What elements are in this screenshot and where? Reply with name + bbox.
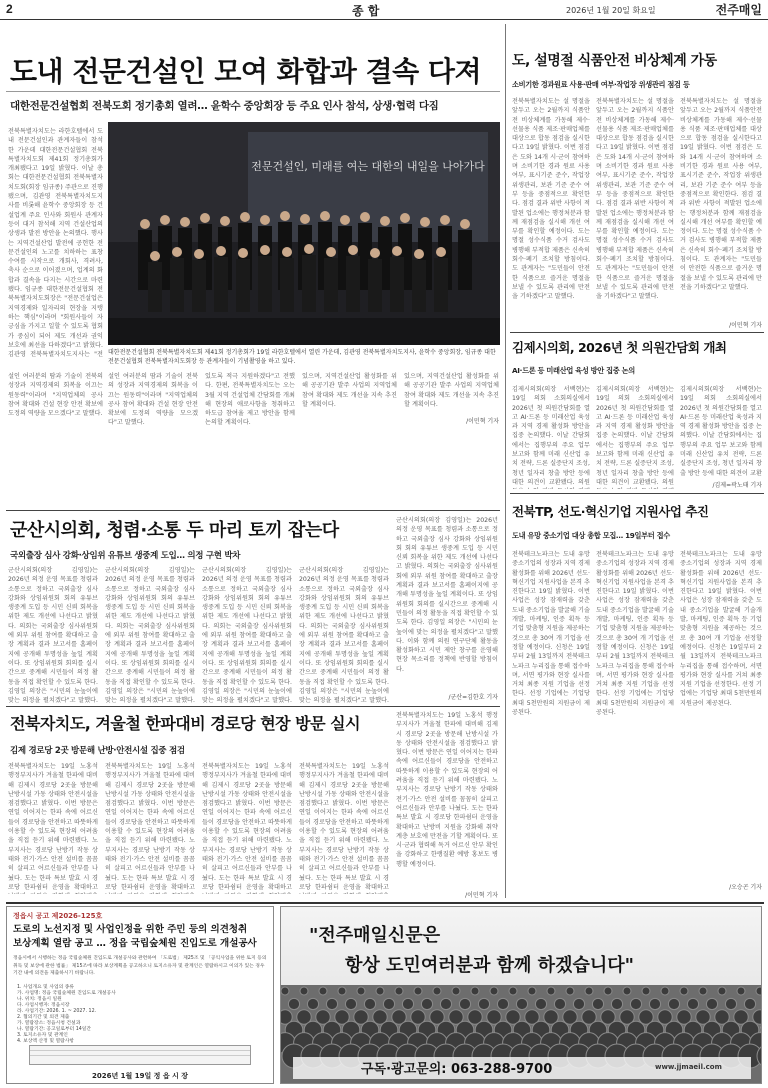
lead-body-col4: 있으며, 지역건설산업 활성화를 위해 공공기관 발주 사업의 지역업체 참여 확대와 제도 개선을 지속 추진할 계획이다. — [302, 373, 397, 408]
startup-byline: /오승곤 기자 — [729, 884, 762, 891]
startup-body-col2: 전북테크노파크는 도내 유망 중소기업의 성장과 지역 경제 활성화를 위해 2026년 선도·혁신기업 지원사업을 본격 추진한다고 19일 밝혔다. 이번 사업은 성장 잠재력을 갖춘 도내 중소기업을 발굴해 기술개발, 마케팅, 인증 획득 등 기업 맞춤형 지원을 제공하는 것으로 총 30여 개 기업을 선정할 예정이다. 신청은 19일부터 2월 13일까지 전북테크노파크 누리집을 통해 접수하며, 서면 평가와 현장 실사를 거쳐 최종 지원 기업을 선정한다. 선정 기업에는 기업당 최대 5천만원의 지원금이 제공된다. — [596, 551, 674, 717]
sunflower-head — [592, 998, 603, 1009]
sunflower-head — [319, 987, 327, 995]
notice-table — [29, 1045, 251, 1065]
sunflower-head — [725, 998, 736, 1009]
page-number: 2 — [6, 2, 13, 16]
lead-body-col5: 있으며, 지역건설산업 활성화를 위해 공공기관 발주 사업의 지역업체 참여 확대와 제도 개선을 지속 추진할 계획이다. — [404, 373, 499, 408]
gimje-headline: 김제시의회, 2026년 첫 의원간담회 개최 — [512, 340, 727, 355]
sunflower-head — [611, 998, 622, 1009]
notice-item: 가. 열람장소: 정읍시청 건설과 — [17, 1021, 81, 1026]
notice-item: 가. 사업명: 정읍 국립숲체원 진입도로 개설공사 — [17, 991, 116, 996]
sunflower-head — [573, 998, 584, 1009]
sunflower-head — [630, 998, 641, 1009]
winter-body-col2: 전북특별자치도는 19일 노홍석 행정부지사가 겨울철 한파에 대비해 김제시 경로당 2곳을 방문해 난방시설 가동 상태와 안전시설을 점검했다고 밝혔다. 이번 방문은 연일 이어지는 한파 속에 어르신들이 경로당을 안전하고 따뜻하게 이용할 수 있도록 현장의 어려움을 직접 듣기 위해 마련됐다. 노 부지사는 경로당 난방기 작동 상태와 전기·가스 안전 설비를 꼼꼼히 살피고 어르신들과 안부를 나눴다. 도는 한파 특보 발효 시 경로당 한파쉼터 운영을 확대하고 — [105, 763, 195, 891]
page-header — [0, 0, 768, 20]
startup-body-col3: 전북테크노파크는 도내 유망 중소기업의 성장과 지역 경제 활성화를 위해 2026년 선도·혁신기업 지원사업을 본격 추진한다고 19일 밝혔다. 이번 사업은 성장 잠재력을 갖춘 도내 중소기업을 발굴해 기술개발, 마케팅, 인증 획득 등 기업 맞춤형 지원을 제공하는 것으로 총 30여 개 기업을 선정할 예정이다. 신청은 19일부터 2월 13일까지 전북테크노파크 누리집을 통해 접수하며, 서면 평가와 현장 실사를 거쳐 최종 지원 기업을 선정한다. 선정 기업에는 기업당 최대 5천만원의 지원금이 제공된다. — [680, 551, 762, 707]
food-safety-headline: 도, 설명절 식품안전 비상체계 가동 — [512, 53, 717, 69]
gunsan-headline: 군산시의회, 청렴·소통 두 마리 토끼 잡는다 — [10, 520, 339, 541]
sunflower-head — [345, 998, 356, 1009]
divider — [6, 902, 764, 904]
gunsan-subhead: 국외출장 심사 강화·상임위 유튜브 생중계 도입… 의정 구현 박차 — [10, 551, 241, 561]
sunflower-head — [383, 998, 394, 1009]
sunflower-head — [718, 987, 726, 995]
gunsan-body-col4: 군산시의회(의장 김영일)는 2026년 의정 운영 목표를 청렴과 소통으로 정하고 국외출장 심사 강화와 상임위원회 회의 유튜브 생중계 도입 등 시민 신뢰 회복을 위한 제도 개선에 나선다고 밝혔다. 의회는 국외출장 심사위원회에 외부 위원 참여를 확대하고 출장 계획과 결과 보고서를 홈페이지에 공개해 투명성을 높일 계획이다. 또 상임위원회 회의를 실시간으로 중계해 시민들이 의정 활동을 직접 확인할 수 있도록 한다. 김영일 의장은 "시민의 눈높이에 맞는 의정을 펼치겠다"고 말했다. — [299, 567, 389, 704]
gimje-byline: /김제=곽노태 기자 — [712, 482, 762, 489]
sunflower-head — [566, 987, 574, 995]
sunflower-head — [497, 998, 508, 1009]
sunflower-head — [452, 987, 460, 995]
sunflower-head — [649, 998, 660, 1009]
divider — [510, 332, 764, 333]
notice-title: 도로의 노선지정 및 사업인정을 위한 주민 등의 의견청취 보상계획 열람 공고 … 정읍 국립숲체원 진입도로 개설공사 — [13, 924, 257, 949]
lead-body-col3: 있도록 적극 지원하겠다"고 전했다. 한편, 전북특별자치도는 오는 3월 지역 건설업체 간담회를 개최해 현장의 애로사항을 청취하고 하도급 참여율 제고 방안을 함께 논의할 계획이다. — [205, 373, 295, 427]
notice-item: 다. 사업시행자: 정읍시장 — [17, 1003, 70, 1008]
sunflower-head — [402, 998, 413, 1009]
lead-body-col1b: 설인 여러분의 땀과 기술이 전북의 성장과 지역경제의 회복을 이끄는 원동력"이라며 "지역업체의 공사 참여 확대와 건설 현장 안전 확보에 도정의 역량을 모으겠다"고 말했다. — [8, 373, 103, 418]
divider — [510, 493, 764, 494]
notice-item: 3. 토지소유자 및 관계인 — [17, 1033, 68, 1038]
divider — [6, 91, 500, 92]
sunflower-head — [338, 987, 346, 995]
sunflower-head — [585, 987, 593, 995]
group-photo-illustration — [108, 122, 500, 345]
food-safety-byline: /이민혁 기자 — [729, 322, 762, 329]
sunflower-head — [471, 987, 479, 995]
sunflower-head — [364, 998, 375, 1009]
sunflower-head — [281, 987, 289, 995]
sunflower-head — [623, 987, 631, 995]
gunsan-body-col5: 군산시의회(의장 김영일)는 2026년 의정 운영 목표를 청렴과 소통으로 정하고 국외출장 심사 강화와 상임위원회 회의 유튜브 생중계 도입 등 시민 신뢰 회복을 위한 제도 개선에 나선다고 밝혔다. 의회는 국외출장 심사위원회에 외부 위원 참여를 확대하고 출장 계획과 결과 보고서를 홈페이지에 공개해 투명성을 높일 계획이다. 또 상임위원회 회의를 실시간으로 중계해 시민들이 의정 활동을 직접 확인할 수 있도록 한다. 김영일 의장은 "시민의 눈높이에 맞는 의정을 펼치겠다"고 말했다. 이와 함께 의원 연구단체 활동을 활성화하고 시민 제안 창구를 운영해 현장 목소리를 정책에 반영할 방침이다. — [396, 517, 498, 673]
divider — [6, 510, 500, 511]
sunflower-head — [604, 987, 612, 995]
winter-body-col3: 전북특별자치도는 19일 노홍석 행정부지사가 겨울철 한파에 대비해 김제시 경로당 2곳을 방문해 난방시설 가동 상태와 안전시설을 점검했다고 밝혔다. 이번 방문은 연일 이어지는 한파 속에 어르신들이 경로당을 안전하고 따뜻하게 이용할 수 있도록 현장의 어려움을 직접 듣기 위해 마련됐다. 노 부지사는 경로당 난방기 작동 상태와 전기·가스 안전 설비를 꼼꼼히 살피고 어르신들과 안부를 나눴다. 도는 한파 특보 발효 시 경로당 한파쉼터 운영을 확대하고 — [202, 763, 292, 891]
sunflower-head — [737, 987, 745, 995]
sunflower-head — [706, 998, 717, 1009]
sunflower-head — [459, 998, 470, 1009]
sunflower-head — [307, 998, 318, 1009]
sunflower-head — [744, 998, 755, 1009]
sunflower-head — [478, 998, 489, 1009]
startup-headline: 전북TP, 선도·혁신기업 지원사업 추진 — [512, 504, 709, 519]
sunflower-head — [554, 998, 565, 1009]
ad-phone: 구독·광고문의: 063-288-9700 — [361, 1062, 553, 1077]
notice-intro: 정읍시에서 시행하는 정읍 국립숲체원 진입도로 개설공사와 관련하여 「도로법」 제25조 및 「공익사업을 위한 토지 등의 취득 및 보상에 관한 법률」 제15조에 따라 보상계획을 공고하오니 토지소유자 및 관계인은 열람하시고 이의가 있는 경우 기간 내에 의견을 제출하시기 바랍니다. — [13, 956, 267, 976]
ad-url: www.jjmaeil.com — [655, 1063, 722, 1071]
sunflower-head — [642, 987, 650, 995]
sunflower-head — [326, 998, 337, 1009]
sunflower-head — [535, 998, 546, 1009]
divider — [6, 706, 500, 707]
sunflower-head — [490, 987, 498, 995]
sunflower-head — [440, 998, 451, 1009]
notice-items — [17, 985, 267, 1045]
sunflower-head — [433, 987, 441, 995]
gunsan-body-col2: 군산시의회(의장 김영일)는 2026년 의정 운영 목표를 청렴과 소통으로 정하고 국외출장 심사 강화와 상임위원회 회의 유튜브 생중계 도입 등 시민 신뢰 회복을 위한 제도 개선에 나선다고 밝혔다. 의회는 국외출장 심사위원회에 외부 위원 참여를 확대하고 출장 계획과 결과 보고서를 홈페이지에 공개해 투명성을 높일 계획이다. 또 상임위원회 회의를 실시간으로 중계해 시민들이 의정 활동을 직접 확인할 수 있도록 한다. 김영일 의장은 "시민의 눈높이에 맞는 의정을 펼치겠다"고 말했다. — [105, 567, 195, 704]
sunflower-head — [509, 987, 517, 995]
lead-headline: 도내 전문건설인 모여 화합과 결속 다져 — [10, 55, 482, 88]
newspaper-brand: 전주매일 — [715, 3, 762, 17]
gunsan-byline: /군산=김한호 기자 — [448, 694, 498, 701]
gimje-body-col2: 김제시의회(의장 서백현)는 19일 의회 소회의실에서 2026년 첫 의원간담회를 열고 AI·드론 등 미래산업 육성과 지역 경제 활성화 방안을 집중 논의했다. 이날 간담회에서는 집행부의 주요 업무 보고와 함께 미래 신산업 유치 전략, 드론 실증단지 조성, 청년 일자리 창출 방안 등에 대한 의견이 교환됐다. 의원 — [596, 386, 674, 486]
lead-photo — [108, 122, 500, 345]
sunflower-head — [516, 998, 527, 1009]
notice-item: 2. 협의기간 및 의견 제출 — [17, 1015, 70, 1020]
ad-slogan-line1: "전주매일신문은 — [309, 925, 441, 946]
photo-banner-text: 전문건설인, 미래를 여는 대한의 내일을 나아가다 — [251, 160, 485, 173]
lead-photo-caption: 대한전문건설협회 전북특별자치도회 제41회 정기총회가 19일 라한호텔에서 열린 가운데, 김관영 전북특별자치도지사, 윤학수 중앙회장, 임규종 대한전문건설협회 전북특별자치도회장 등 관계자들이 기념촬영을 하고 있다. — [108, 349, 496, 365]
sunflower-head — [421, 998, 432, 1009]
lead-byline: /이민혁 기자 — [466, 418, 499, 425]
notice-item: 1. 사업개요 및 사업의 종류 — [17, 985, 75, 990]
sunflower-head — [288, 998, 299, 1009]
winter-headline: 전북자치도, 겨울철 한파대비 경로당 현장 방문 실시 — [10, 714, 361, 733]
sunflower-ad — [280, 906, 762, 1084]
ad-slogan-line2: 항상 도민여러분과 함께 하겠습니다" — [345, 955, 634, 976]
sunflower-head — [699, 987, 707, 995]
gunsan-body-col3: 군산시의회(의장 김영일)는 2026년 의정 운영 목표를 청렴과 소통으로 정하고 국외출장 심사 강화와 상임위원회 회의 유튜브 생중계 도입 등 시민 신뢰 회복을 위한 제도 개선에 나선다고 밝혔다. 의회는 국외출장 심사위원회에 외부 위원 참여를 확대하고 출장 계획과 결과 보고서를 홈페이지에 공개해 투명성을 높일 계획이다. 또 상임위원회 회의를 실시간으로 중계해 시민들이 의정 활동을 직접 확인할 수 있도록 한다. 김영일 의장은 "시민의 눈높이에 맞는 의정을 펼치겠다"고 말했다. — [202, 567, 292, 704]
gimje-body-col1: 김제시의회(의장 서백현)는 19일 의회 소회의실에서 2026년 첫 의원간담회를 열고 AI·드론 등 미래산업 육성과 지역 경제 활성화 방안을 집중 논의했다. 이날 간담회에서는 집행부의 주요 업무 보고와 함께 미래 신산업 유치 전략, 드론 실증단지 조성, 청년 일자리 창출 방안 등에 대한 의견이 교환됐다. 의원 — [512, 386, 590, 486]
food-safety-body-col1: 전북특별자치도는 설 명절을 앞두고 오는 2월까지 식품안전 비상체계를 가동해 제수·선물용 식품 제조·판매업체를 대상으로 합동 점검을 실시한다고 19일 밝혔다. 이번 점검은 도와 14개 시·군이 참여하며 소비기한 경과 원료 사용 여부, 표시기준 준수, 작업장 위생관리, 보관 기준 준수 여부 등을 중점적으로 확인한다. 점검 결과 위반 사항이 적발된 업소에는 행정처분과 함께 재점검을 실시해 개선 여부를 확인할 예정이다. 도는 명절 성수식품 수거 검사도 병행해 부적합 제품은 신속히 회수·폐기 조치할 방침이다. 도 관계자는 "도민들이 안전한 식품으로 즐거운 명절을 보낼 수 있도록 관리에 만전을 기하겠다"고 말했다. — [512, 98, 590, 301]
sunflower-head — [547, 987, 555, 995]
sunflower-head — [680, 987, 688, 995]
public-notice — [6, 906, 274, 1084]
sunflower-head — [300, 987, 308, 995]
lead-body-col2: 설인 여러분의 땀과 기술이 전북의 성장과 지역경제의 회복을 이끄는 원동력"이라며 "지역업체의 공사 참여 확대와 건설 현장 안전 확보에 도정의 역량을 모으겠다"고 말했다. — [108, 373, 198, 427]
column-divider — [505, 24, 506, 898]
sunflower-head — [687, 998, 698, 1009]
winter-body-col1: 전북특별자치도는 19일 노홍석 행정부지사가 겨울철 한파에 대비해 김제시 경로당 2곳을 방문해 난방시설 가동 상태와 안전시설을 점검했다고 밝혔다. 이번 방문은 연일 이어지는 한파 속에 어르신들이 경로당을 안전하고 따뜻하게 이용할 수 있도록 현장의 어려움을 직접 듣기 위해 마련됐다. 노 부지사는 경로당 난방기 작동 상태와 전기·가스 안전 설비를 꼼꼼히 살피고 어르신들과 안부를 나눴다. 도는 한파 특보 발효 시 경로당 한파쉼터 운영을 확대하고 — [8, 763, 98, 891]
notice-item: 나. 열람기간: 공고일로부터 14일간 — [17, 1027, 92, 1032]
notice-item: 라. 사업기간: 2026. 1. ~ 2027. 12. — [17, 1009, 97, 1014]
issue-date: 2026년 1월 20일 화요일 — [566, 6, 656, 15]
notice-footer: 2026년 1월 19일 정 읍 시 장 — [91, 1072, 189, 1080]
sunflower-head — [395, 987, 403, 995]
sunflower-head — [661, 987, 669, 995]
sunflower-head — [668, 998, 679, 1009]
winter-byline: /이민혁 기자 — [465, 892, 498, 899]
notice-item: 나. 위치: 정읍시 일원 — [17, 997, 62, 1002]
gimje-body-col3: 김제시의회(의장 서백현)는 19일 의회 소회의실에서 2026년 첫 의원간담회를 열고 AI·드론 등 미래산업 육성과 지역 경제 활성화 방안을 집중 논의했다. 이날 간담회에서는 집행부의 주요 업무 보고와 함께 미래 신산업 유치 전략, 드론 실증단지 조성, 청년 일자리 창출 방안 등에 대한 의견이 교환 — [680, 386, 762, 477]
sunflower-head — [376, 987, 384, 995]
startup-body-col1: 전북테크노파크는 도내 유망 중소기업의 성장과 지역 경제 활성화를 위해 2026년 선도·혁신기업 지원사업을 본격 추진한다고 19일 밝혔다. 이번 사업은 성장 잠재력을 갖춘 도내 중소기업을 발굴해 기술개발, 마케팅, 인증 획득 등 기업 맞춤형 지원을 제공하는 것으로 총 30여 개 기업을 선정할 예정이다. 신청은 19일부터 2월 13일까지 전북테크노파크 누리집을 통해 접수하며, 서면 평가와 현장 실사를 거쳐 최종 지원 기업을 선정한다. 선정 기업에는 기업당 최대 5천만원의 지원금이 제공된다. — [512, 551, 590, 717]
lead-subhead: 대한전문건설협회 전북도회 정기총회 열려… 윤학수 중앙회장 등 주요 인사 참석, 상생·협력 다짐 — [10, 100, 439, 112]
section-name: 종 합 — [352, 4, 380, 18]
winter-body-col4: 전북특별자치도는 19일 노홍석 행정부지사가 겨울철 한파에 대비해 김제시 경로당 2곳을 방문해 난방시설 가동 상태와 안전시설을 점검했다고 밝혔다. 이번 방문은 연일 이어지는 한파 속에 어르신들이 경로당을 안전하고 따뜻하게 이용할 수 있도록 현장의 어려움을 직접 듣기 위해 마련됐다. 노 부지사는 경로당 난방기 작동 상태와 전기·가스 안전 설비를 꼼꼼히 살피고 어르신들과 안부를 나눴다. 도는 한파 특보 발효 시 경로당 한파쉼터 운영을 확대하고 — [299, 763, 389, 891]
sunflower-head — [756, 987, 762, 995]
notice-item: 4. 보상액 산정 및 열람사항 — [17, 1039, 75, 1044]
gunsan-body-col1: 군산시의회(의장 김영일)는 2026년 의정 운영 목표를 청렴과 소통으로 정하고 국외출장 심사 강화와 상임위원회 회의 유튜브 생중계 도입 등 시민 신뢰 회복을 위한 제도 개선에 나선다고 밝혔다. 의회는 국외출장 심사위원회에 외부 위원 참여를 확대하고 출장 계획과 결과 보고서를 홈페이지에 공개해 투명성을 높일 계획이다. 또 상임위원회 회의를 실시간으로 중계해 시민들이 의정 활동을 직접 확인할 수 있도록 한다. 김영일 의장은 "시민의 눈높이에 맞는 의정을 펼치겠다"고 말했다. — [8, 567, 98, 704]
gimje-subhead: AI·드론 등 미래산업 육성 방안 집중 논의 — [512, 366, 635, 375]
winter-body-col5: 전북특별자치도는 19일 노홍석 행정부지사가 겨울철 한파에 대비해 김제시 경로당 2곳을 방문해 난방시설 가동 상태와 안전시설을 점검했다고 밝혔다. 이번 방문은 연일 이어지는 한파 속에 어르신들이 경로당을 안전하고 따뜻하게 이용할 수 있도록 현장의 어려움을 직접 듣기 위해 마련됐다. 노 부지사는 경로당 난방기 작동 상태와 전기·가스 안전 설비를 꼼꼼히 살피고 어르신들과 안부를 나눴다. 도는 한파 특보 발효 시 경로당 한파쉼터 운영을 확대하고 난방비 지원을 강화해 취약계층 보호에 만전을 기할 계획이다. 또 시·군과 협력해 독거 어르신 안부 확인을 강화하고 한랭질환 예방 홍보도 병행할 예정이다. — [396, 712, 498, 868]
notice-number: 정읍시 공고 제2026-125호 — [13, 912, 103, 920]
food-safety-subhead: 소비기한 경과원료 사용·판매 여부·작업장 위생관리 점검 등 — [512, 80, 690, 89]
lead-body-col1: 전북특별자치도는 라한호텔에서 도내 전문건설인과 관계자들이 참석한 가운데 대한전문건설협회 전북특별자치도회 제41회 정기총회가 개최됐다고 19일 밝혔다. 이날 총회는 대한전문건설협회 전북특별자치도회(회장 임규종) 주관으로 진행됐으며, 김관영 전북특별자치도지사를 비롯해 윤학수 중앙회장 등 건설업계 주요 인사와 회원사 관계자 등이 대거 참석해 지역 건설산업의 상생과 발전 방안을 논의했다. 행사는 지역건설산업 발전에 공헌한 전문건설인의 노고를 치하하는 표창 수여를 시작으로 개회사, 격려사, 축사 순으로 이어졌으며, 업계의 화합과 결속을 다지는 시간으로 마련됐다. 임규종 대한전문건설협회 전북특별자치도회장은 "전문건설업은 지역경제와 일자리의 현장을 지탱하는 핵심"이라며 "회원사들이 자긍심을 가지고 일할 수 있도록 협회가 중심이 되어 제도 개선과 권익 보호에 최선을 다하겠다"고 밝혔다. 김관영 전북특별자치도지사는 "전 — [8, 128, 103, 359]
winter-subhead: 김제 경로당 2곳 방문해 난방·안전시설 집중 점검 — [10, 746, 185, 756]
startup-subhead: 도내 유망 중소기업 대상 총합 모집… 19일부터 접수 — [512, 531, 670, 540]
sunflower-head — [414, 987, 422, 995]
food-safety-body-col2: 전북특별자치도는 설 명절을 앞두고 오는 2월까지 식품안전 비상체계를 가동해 제수·선물용 식품 제조·판매업체를 대상으로 합동 점검을 실시한다고 19일 밝혔다. 이번 점검은 도와 14개 시·군이 참여하며 소비기한 경과 원료 사용 여부, 표시기준 준수, 작업장 위생관리, 보관 기준 준수 여부 등을 중점적으로 확인한다. 점검 결과 위반 사항이 적발된 업소에는 행정처분과 함께 재점검을 실시해 개선 여부를 확인할 예정이다. 도는 명절 성수식품 수거 검사도 병행해 부적합 제품은 신속히 회수·폐기 조치할 방침이다. 도 관계자는 "도민들이 안전한 식품으로 즐거운 명절을 보낼 수 있도록 관리에 만전을 기하겠다"고 말했다. — [596, 98, 674, 301]
sunflower-head — [357, 987, 365, 995]
sunflower-head — [528, 987, 536, 995]
food-safety-body-col3: 전북특별자치도는 설 명절을 앞두고 오는 2월까지 식품안전 비상체계를 가동해 제수·선물용 식품 제조·판매업체를 대상으로 합동 점검을 실시한다고 19일 밝혔다. 이번 점검은 도와 14개 시·군이 참여하며 소비기한 경과 원료 사용 여부, 표시기준 준수, 작업장 위생관리, 보관 기준 준수 여부 등을 중점적으로 확인한다. 점검 결과 위반 사항이 적발된 업소에는 행정처분과 함께 재점검을 실시해 개선 여부를 확인할 예정이다. 도는 명절 성수식품 수거 검사도 병행해 부적합 제품은 신속히 회수·폐기 조치할 방침이다. 도 관계자는 "도민들이 안전한 식품으로 즐거운 명절을 보낼 수 있도록 관리에 만전을 기하겠다"고 말했다. — [680, 98, 762, 291]
